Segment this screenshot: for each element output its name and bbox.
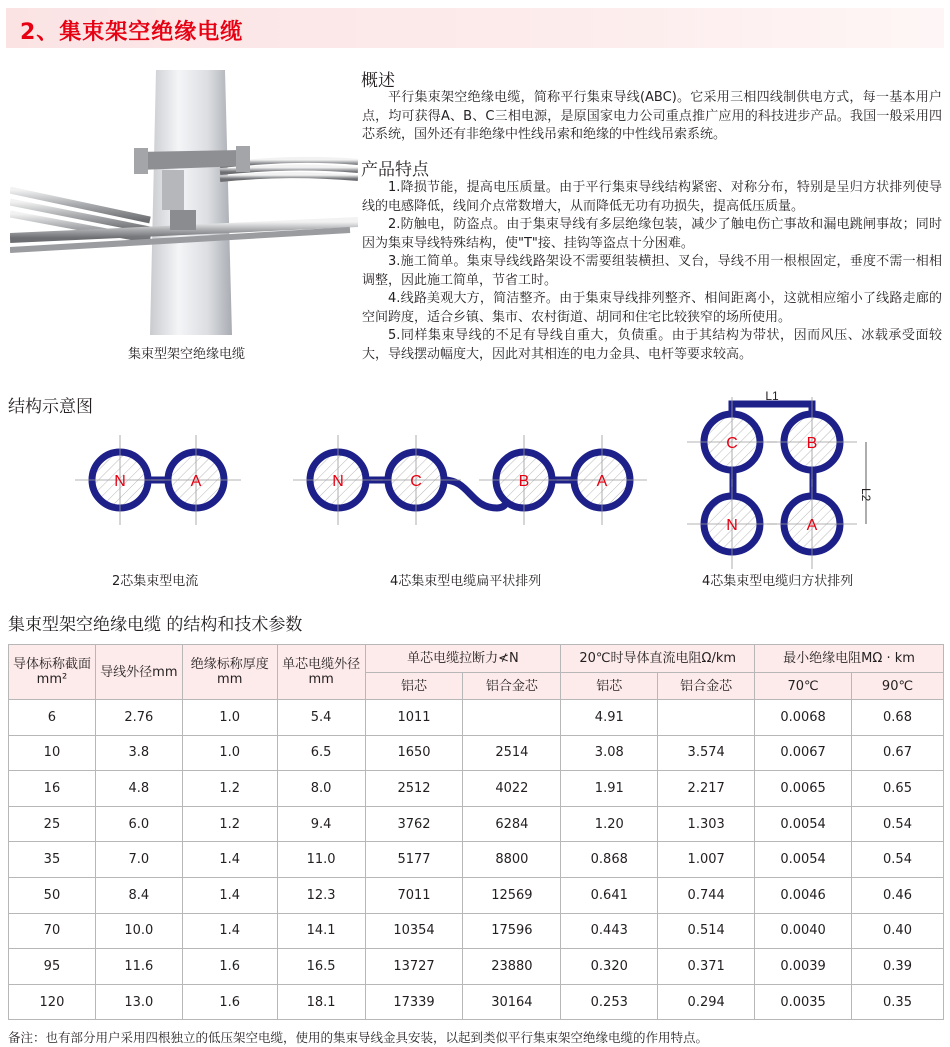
table-cell: 50 <box>9 877 96 913</box>
table-cell: 0.320 <box>561 949 658 985</box>
table-cell: 23880 <box>463 949 561 985</box>
table-cell: 0.514 <box>658 913 755 949</box>
table-cell: 0.371 <box>658 949 755 985</box>
feature-item: 3.施工简单。集束导线线路架设不需要组装横担、叉台，导线不用一根根固定，垂度不需一相相调整，因此施工简单，节省工时。 <box>362 254 942 288</box>
spec-table <box>8 644 944 1020</box>
core-label-n: N <box>726 517 738 534</box>
header-breaking-force: 单芯电缆拉断力≮N <box>365 645 561 673</box>
table-cell: 4022 <box>463 771 561 807</box>
table-row <box>9 735 944 771</box>
table-cell: 0.35 <box>852 984 944 1020</box>
table-cell: 30164 <box>463 984 561 1020</box>
table-cell: 0.40 <box>852 913 944 949</box>
dimension-l2: L2 <box>859 488 873 502</box>
table-cell: 3762 <box>365 806 463 842</box>
table-cell: 1.6 <box>182 949 277 985</box>
table-cell <box>463 700 561 736</box>
diagram-caption-4core-square: 4芯集束型电缆归方状排列 <box>702 574 854 589</box>
table-cell: 0.0067 <box>755 735 852 771</box>
page-title: 2、集束架空绝缘电缆 <box>20 20 244 45</box>
table-cell: 14.1 <box>277 913 365 949</box>
subheader-al: 铝芯 <box>365 673 463 700</box>
table-cell: 9.4 <box>277 806 365 842</box>
table-cell: 4.91 <box>561 700 658 736</box>
table-cell: 11.6 <box>95 949 182 985</box>
table-cell: 25 <box>9 806 96 842</box>
table-cell: 0.0068 <box>755 700 852 736</box>
table-cell: 10.0 <box>95 913 182 949</box>
table-cell: 10354 <box>365 913 463 949</box>
subheader-alloy: 铝合金芯 <box>658 673 755 700</box>
overview-text: 平行集束架空绝缘电缆，简称平行集束导线(ABC)。它采用三相四线制供电方式，每一基本用户点，均可获得A、B、C三相电源，是原国家电力公司重点推广应用的科技进步产品。我国一般采用四芯系统，国外还有非绝缘中性线吊索和绝缘的中性线吊索系统。 <box>362 90 942 142</box>
core-label-c: C <box>410 473 422 490</box>
table-cell: 6 <box>9 700 96 736</box>
table-row <box>9 949 944 985</box>
table-cell: 0.65 <box>852 771 944 807</box>
table-cell: 0.253 <box>561 984 658 1020</box>
diagram-caption-4core-flat: 4芯集束型电缆扁平状排列 <box>390 574 542 589</box>
table-cell: 0.46 <box>852 877 944 913</box>
features-list <box>362 179 942 364</box>
table-cell: 0.443 <box>561 913 658 949</box>
table-cell: 8.4 <box>95 877 182 913</box>
table-cell: 17339 <box>365 984 463 1020</box>
table-cell: 0.0065 <box>755 771 852 807</box>
header-insulation-resistance: 最小绝缘电阻MΩ · km <box>755 645 944 673</box>
table-cell: 1.2 <box>182 771 277 807</box>
table-cell: 0.67 <box>852 735 944 771</box>
table-cell: 11.0 <box>277 842 365 878</box>
table-cell: 7011 <box>365 877 463 913</box>
table-cell: 70 <box>9 913 96 949</box>
table-title: 集束型架空绝缘电缆 的结构和技术参数 <box>8 615 303 635</box>
subheader-al: 铝芯 <box>561 673 658 700</box>
header-cross-section: 导体标称截面mm² <box>9 645 96 700</box>
table-cell: 12.3 <box>277 877 365 913</box>
table-cell: 1.2 <box>182 806 277 842</box>
table-cell: 5.4 <box>277 700 365 736</box>
table-cell: 1650 <box>365 735 463 771</box>
table-cell: 6284 <box>463 806 561 842</box>
diagram-caption-2core: 2芯集束型电流 <box>112 574 199 589</box>
table-cell: 0.0040 <box>755 913 852 949</box>
features-heading: 产品特点 <box>361 160 429 180</box>
table-row <box>9 771 944 807</box>
table-cell: 10 <box>9 735 96 771</box>
table-cell: 0.54 <box>852 842 944 878</box>
feature-item: 5.同样集束导线的不足有导线自重大，负债重。由于其结构为带状，因而风压、冰载承受面较大，导线摆动幅度大，因此对其相连的电力金具、电杆等要求较高。 <box>362 328 942 362</box>
feature-item: 4.线路美观大方，简洁整齐。由于集束导线排列整齐、相间距离小，这就相应缩小了线路走廊的空间跨度，适合乡镇、集市、农村街道、胡同和住宅比较狭窄的场所使用。 <box>362 291 942 325</box>
subheader-alloy: 铝合金芯 <box>463 673 561 700</box>
core-label-b: B <box>806 435 818 452</box>
core-label-a: A <box>806 517 818 534</box>
table-cell: 13727 <box>365 949 463 985</box>
table-row <box>9 877 944 913</box>
table-cell: 12569 <box>463 877 561 913</box>
structure-diagrams <box>0 390 950 600</box>
table-cell: 0.868 <box>561 842 658 878</box>
table-cell: 8800 <box>463 842 561 878</box>
table-cell: 1.4 <box>182 877 277 913</box>
footnote: 备注：也有部分用户采用四根独立的低压架空电缆，使用的集束导线金具安装，以起到类似平行集束架空绝缘电缆的作用特点。 <box>8 1030 709 1045</box>
dimension-l1: L1 <box>765 390 779 403</box>
subheader-90c: 90℃ <box>852 673 944 700</box>
table-cell: 0.39 <box>852 949 944 985</box>
table-cell: 5177 <box>365 842 463 878</box>
subheader-70c: 70℃ <box>755 673 852 700</box>
table-cell: 1011 <box>365 700 463 736</box>
table-cell: 8.0 <box>277 771 365 807</box>
table-cell: 95 <box>9 949 96 985</box>
table-cell: 17596 <box>463 913 561 949</box>
table-cell: 0.0039 <box>755 949 852 985</box>
table-cell: 2512 <box>365 771 463 807</box>
core-label-a: A <box>190 473 202 490</box>
table-cell: 7.0 <box>95 842 182 878</box>
core-label-n: N <box>332 473 344 490</box>
table-cell: 3.574 <box>658 735 755 771</box>
structure-heading: 结构示意图 <box>8 397 93 417</box>
title-bar <box>6 8 944 48</box>
overview-heading: 概述 <box>361 71 395 91</box>
table-cell: 13.0 <box>95 984 182 1020</box>
table-row <box>9 842 944 878</box>
table-cell: 0.294 <box>658 984 755 1020</box>
table-cell: 6.5 <box>277 735 365 771</box>
table-cell: 0.0054 <box>755 806 852 842</box>
header-conductor-od: 导线外径mm <box>95 645 182 700</box>
table-cell: 1.0 <box>182 700 277 736</box>
table-row <box>9 984 944 1020</box>
core-label-a: A <box>596 473 608 490</box>
table-cell: 1.91 <box>561 771 658 807</box>
table-cell: 18.1 <box>277 984 365 1020</box>
table-cell <box>658 700 755 736</box>
table-row <box>9 806 944 842</box>
table-cell: 6.0 <box>95 806 182 842</box>
table-cell: 0.54 <box>852 806 944 842</box>
table-cell: 3.8 <box>95 735 182 771</box>
table-cell: 1.303 <box>658 806 755 842</box>
photo-caption: 集束型架空绝缘电缆 <box>128 347 246 362</box>
core-label-n: N <box>114 473 126 490</box>
table-cell: 3.08 <box>561 735 658 771</box>
table-cell: 35 <box>9 842 96 878</box>
table-cell: 0.0046 <box>755 877 852 913</box>
feature-item: 1.降损节能，提高电压质量。由于平行集束导线结构紧密、对称分布，特别是呈归方状排列使导线的电感降低，线间介点常数增大，从而降低无功有功损失，提高低压质量。 <box>362 180 942 214</box>
table-cell: 1.007 <box>658 842 755 878</box>
header-dc-resistance: 20℃时导体直流电阻Ω/km <box>561 645 755 673</box>
table-cell: 1.0 <box>182 735 277 771</box>
table-cell: 1.20 <box>561 806 658 842</box>
table-cell: 0.68 <box>852 700 944 736</box>
table-cell: 2514 <box>463 735 561 771</box>
table-cell: 16 <box>9 771 96 807</box>
table-cell: 120 <box>9 984 96 1020</box>
table-cell: 2.76 <box>95 700 182 736</box>
table-cell: 0.744 <box>658 877 755 913</box>
table-cell: 1.6 <box>182 984 277 1020</box>
table-cell: 2.217 <box>658 771 755 807</box>
core-label-b: B <box>518 473 530 490</box>
table-cell: 4.8 <box>95 771 182 807</box>
header-cable-od: 单芯电缆外径mm <box>277 645 365 700</box>
table-row <box>9 913 944 949</box>
header-insulation-thickness: 绝缘标称厚度mm <box>182 645 277 700</box>
table-cell: 1.4 <box>182 913 277 949</box>
core-link-top <box>732 404 812 414</box>
cable-photo <box>10 70 358 335</box>
table-cell: 16.5 <box>277 949 365 985</box>
core-label-c: C <box>726 435 738 452</box>
feature-item: 2.防触电，防盗点。由于集束导线有多层绝缘包装，减少了触电伤亡事故和漏电跳闸事故；同时因为集束导线特殊结构，使"T"接、挂钩等盗点十分困难。 <box>362 217 942 251</box>
table-cell: 1.4 <box>182 842 277 878</box>
table-cell: 0.0035 <box>755 984 852 1020</box>
table-cell: 0.641 <box>561 877 658 913</box>
table-cell: 0.0054 <box>755 842 852 878</box>
table-row <box>9 700 944 736</box>
